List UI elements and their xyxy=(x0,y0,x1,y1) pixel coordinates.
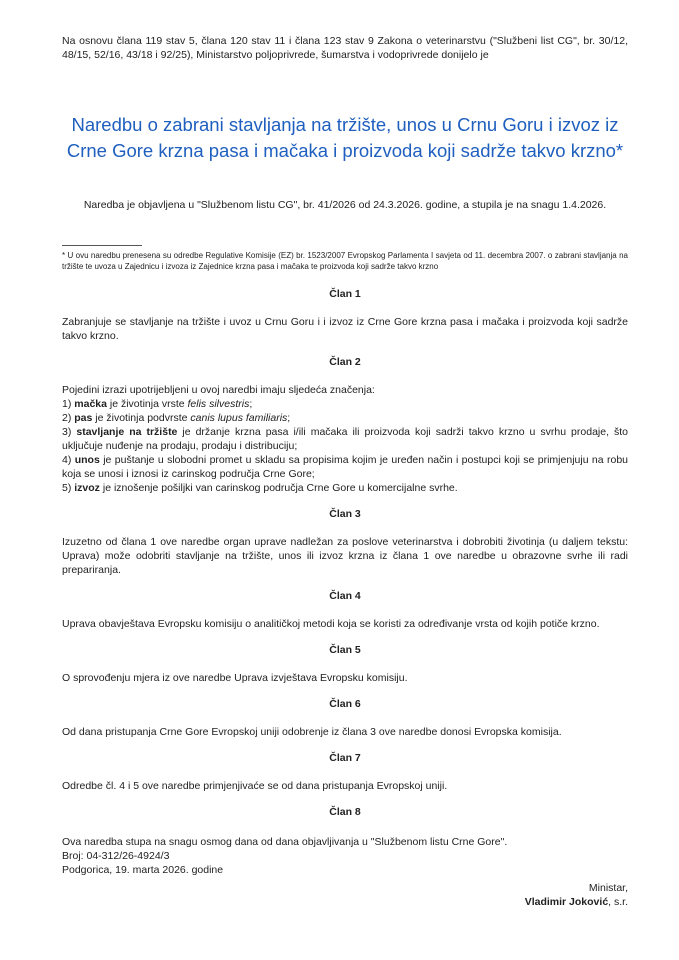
definition-item xyxy=(62,397,628,411)
article-8-text: Ova naredba stupa na snagu osmog dana od dana objavljivanja u "Službenom listu Crne Gore". xyxy=(62,836,508,848)
definition-number: 2) xyxy=(62,412,72,424)
footnote: * U ovu naredbu prenesena su odredbe Regulative Komisije (EZ) br. 1523/2007 Evropskog Parlamenta I savjeta od 11. decembra 2007. o zabrani stavljanja na tržište te uvoza u Zajednicu i izvoza iz Zajednice krzna pasa i mačaka te proizvoda koji sadrže takvo krzno xyxy=(62,251,628,271)
article-1-heading: Član 1 xyxy=(329,288,361,300)
article-8-heading: Član 8 xyxy=(329,806,361,818)
definition-number: 1) xyxy=(62,398,72,410)
article-4-heading: Član 4 xyxy=(329,590,361,602)
definition-text: je puštanje u slobodni promet u skladu sa propisima kojim je uređen način i postupci koji se primjenjuju na robu koja se unosi i iznosi iz carinskog područja Crne Gore; xyxy=(62,454,628,480)
definition-term: pas xyxy=(74,412,93,424)
article-6-heading: Član 6 xyxy=(329,698,361,710)
definition-text: je držanje krzna pasa i/ili mačaka ili proizvoda koji sadrži takvo krzno u svrhu prodaje, što uključuje nuđenje na prodaju, prodaju i distribuciju; xyxy=(62,426,629,452)
footnote-divider xyxy=(62,245,142,246)
definition-latin-name: felis silvestris xyxy=(187,398,250,410)
definition-end: ; xyxy=(249,398,253,410)
definition-latin-name: canis lupus familiaris xyxy=(190,412,288,424)
place-and-date: Podgorica, 19. marta 2026. godine xyxy=(62,864,224,876)
article-7-text: Odredbe čl. 4 i 5 ove naredbe primjenjivaće se od dana pristupanja Evropskoj uniji. xyxy=(62,780,448,792)
signatory-name: Vladimir Joković xyxy=(524,896,609,908)
signatory-line xyxy=(62,895,628,909)
definition-number: 3) xyxy=(62,426,72,438)
definition-text: je životinja vrste xyxy=(106,398,188,410)
definition-item xyxy=(62,425,628,453)
definition-number: 4) xyxy=(62,454,72,466)
definition-item xyxy=(62,411,628,425)
article-2-heading: Član 2 xyxy=(329,356,361,368)
document-title: Naredbu o zabrani stavljanja na tržište, unos u Crnu Goru i izvoz iz Crne Gore krzna pasa i mačaka i proizvoda koji sadrže takvo krzno* xyxy=(66,114,624,161)
definition-term: stavljanje na tržište xyxy=(76,426,178,438)
article-2-intro: Pojedini izrazi upotrijebljeni u ovoj naredbi imaju sljedeća značenja: xyxy=(62,384,375,396)
publication-note: Naredba je objavljena u "Službenom listu CG", br. 41/2026 od 24.3.2026. godine, a stupila je na snagu 1.4.2026. xyxy=(83,199,607,211)
article-3-heading: Član 3 xyxy=(329,508,361,520)
article-7-heading: Član 7 xyxy=(329,752,361,764)
definition-item xyxy=(62,481,628,495)
article-3-text: Izuzetno od člana 1 ove naredbe organ uprave nadležan za poslove veterinarstva i dobrobiti životinja (u daljem tekstu: Uprava) može odobriti stavljanje na tržište, unos ili izvoz krzna iz člana 1 ove naredbe u obrazovne svrhe ili radi prepariranja. xyxy=(62,536,628,576)
signature-block xyxy=(62,881,628,909)
definition-term: unos xyxy=(74,454,100,466)
document-body xyxy=(62,34,628,909)
definition-term: mačka xyxy=(74,398,107,410)
definition-text: je životinja podvrste xyxy=(92,412,191,424)
document-number: Broj: 04-312/26-4924/3 xyxy=(62,850,170,862)
signatory-role: Ministar, xyxy=(588,882,628,894)
definition-text: je iznošenje pošiljki van carinskog područja Crne Gore u komercijalne svrhe. xyxy=(99,482,458,494)
definition-term: izvoz xyxy=(74,482,100,494)
closing-block xyxy=(62,835,628,877)
article-6-text: Od dana pristupanja Crne Gore Evropskoj uniji odobrenje iz člana 3 ove naredbe donosi Evropska komisija. xyxy=(62,726,562,738)
definition-number: 5) xyxy=(62,482,72,494)
definition-item xyxy=(62,453,628,481)
article-1-text: Zabranjuje se stavljanje na tržište i uvoz u Crnu Goru i i izvoz iz Crne Gore krzna pasa i mačaka i proizvoda koji sadrže takvo krzno. xyxy=(62,316,628,342)
signatory-suffix: , s.r. xyxy=(608,896,628,908)
article-4-text: Uprava obavještava Evropsku komisiju o analitičkoj metodi koja se koristi za određivanje vrsta od kojih potiče krzno. xyxy=(62,618,600,630)
legal-basis-intro: Na osnovu člana 119 stav 5, člana 120 stav 11 i člana 123 stav 9 Zakona o veterinarstvu ("Službeni list CG", br. 30/12, 48/15, 52/16, 43/18 i 92/25), Ministarstvo poljoprivrede, šumarstva i vodoprivrede donijelo je xyxy=(62,35,628,61)
definition-end: ; xyxy=(287,412,291,424)
article-5-text: O sprovođenju mjera iz ove naredbe Uprava izvještava Evropsku komisiju. xyxy=(62,672,408,684)
article-5-heading: Član 5 xyxy=(329,644,361,656)
